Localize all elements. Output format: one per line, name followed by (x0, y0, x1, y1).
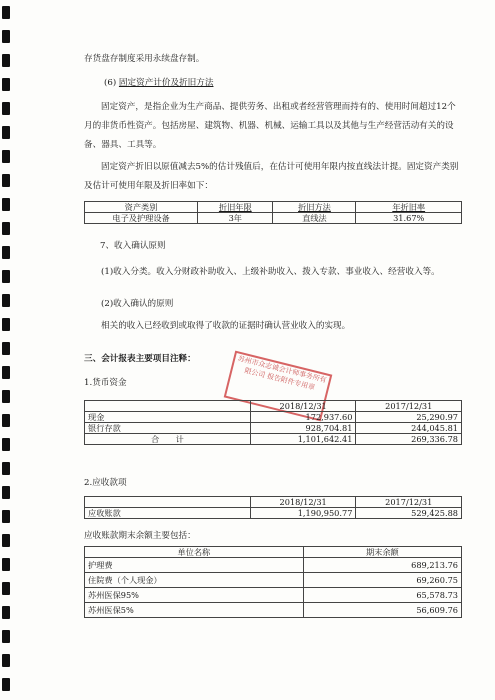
paragraph-depreciation: 固定资产折旧以原值减去5%的估计残值后，在估计可使用年限内按直线法计提。固定资产类别及估计可使用年限及折旧率如下： (84, 162, 459, 191)
binding-hole (2, 582, 10, 595)
binding-hole (2, 414, 10, 427)
cell-closing-balance: 69,260.75 (303, 573, 461, 588)
cell-closing-balance: 689,213.76 (303, 558, 461, 573)
cell-method: 直线法 (273, 213, 356, 224)
section-6-number: (6) (104, 78, 117, 88)
binding-hole (2, 438, 10, 451)
binding-hole (2, 486, 10, 499)
header-closing-balance: 期末余额 (303, 547, 461, 558)
binding-hole (2, 558, 10, 571)
section-6-heading (104, 78, 213, 89)
header-blank (85, 497, 251, 508)
table-header-row (85, 497, 462, 508)
paragraph-revenue-classification: (1)收入分类。收入分财政补助收入、上级补助收入、拨入专款、事业收入、经营收入等。 (101, 267, 440, 277)
table-header-row (85, 202, 462, 213)
binding-hole (2, 174, 10, 187)
cell-2017-value: 269,336.78 (356, 434, 462, 445)
cell-2018-value: 1,101,642.41 (250, 434, 356, 445)
table-row (85, 588, 462, 603)
cell-closing-balance: 56,609.76 (303, 603, 461, 618)
receivables-table (84, 496, 462, 519)
cell-2018-value: 928,704.81 (250, 423, 356, 434)
section-7-heading: 7、收入确认原则 (100, 241, 166, 251)
cash-section-title: 1.货币资金 (84, 378, 127, 388)
binding-hole (2, 630, 10, 643)
binding-hole (2, 246, 10, 259)
header-2018: 2018/12/31 (250, 497, 356, 508)
binding-hole (2, 654, 10, 667)
binding-hole (2, 270, 10, 283)
binding-hole (2, 54, 10, 67)
binding-hole (2, 366, 10, 379)
paragraph-fixed-assets: 固定资产，是指企业为生产商品、提供劳务、出租或者经营管理而持有的、使用时间超过12个月的非货币性资产。包括房屋、建筑物、机器、机械、运输工具以及其他与生产经营活动有关的设备、器具、工具等。 (84, 102, 456, 150)
cell-label: 银行存款 (85, 423, 251, 434)
binding-hole (2, 342, 10, 355)
table-header-row (85, 401, 462, 412)
cell-asset-type: 电子及护理设备 (85, 213, 198, 224)
paragraph-revenue-principle: 相关的收入已经收到或取得了收款的证据时确认营业收入的实现。 (101, 321, 351, 331)
cell-2018-value: 172,937.60 (250, 412, 356, 423)
table-row (85, 412, 462, 423)
header-2018: 2018/12/31 (250, 401, 356, 412)
binding-strip (0, 0, 10, 700)
binding-hole (2, 30, 10, 43)
cell-years: 3年 (198, 213, 273, 224)
binding-hole (2, 318, 10, 331)
header-2017: 2017/12/31 (356, 401, 462, 412)
header-blank (85, 401, 251, 412)
depreciation-table (84, 201, 462, 224)
ar-detail-note: 应收账款期末余额主要包括： (84, 531, 196, 541)
header-asset-type: 资产类别 (85, 202, 198, 213)
cell-label: 应收账款 (85, 508, 251, 519)
binding-hole (2, 678, 10, 691)
cell-label: 现金 (85, 412, 251, 423)
binding-hole (2, 150, 10, 163)
table-row (85, 558, 462, 573)
binding-hole (2, 294, 10, 307)
cell-closing-balance: 65,578.73 (303, 588, 461, 603)
table-row (85, 423, 462, 434)
header-2017: 2017/12/31 (356, 497, 462, 508)
binding-hole (2, 222, 10, 235)
cash-table (84, 400, 462, 445)
header-rate: 年折旧率 (356, 202, 462, 213)
binding-hole (2, 534, 10, 547)
ar-detail-table (84, 546, 462, 618)
cell-entity-name: 护理费 (85, 558, 304, 573)
paragraph-inventory-tail: 存货盘存制度采用永续盘存制。 (84, 54, 205, 64)
section-3-heading: 三、会计报表主要项目注释： (84, 354, 196, 364)
binding-hole (2, 510, 10, 523)
cell-entity-name: 住院费（个人现金） (85, 573, 304, 588)
section-6-title: 固定资产计价及折旧方法 (118, 78, 214, 88)
cell-entity-name: 苏州医保95% (85, 588, 304, 603)
binding-hole (2, 462, 10, 475)
table-row (85, 434, 462, 445)
revenue-principle-heading: (2)收入确认的原则 (101, 299, 174, 309)
binding-hole (2, 126, 10, 139)
ar-section-title: 2.应收款项 (84, 478, 127, 488)
binding-hole (2, 390, 10, 403)
table-row (85, 573, 462, 588)
table-header-row (85, 547, 462, 558)
table-row (85, 508, 462, 519)
cell-2017-value: 25,290.97 (356, 412, 462, 423)
table-row (85, 213, 462, 224)
header-entity-name: 单位名称 (85, 547, 304, 558)
binding-hole (2, 606, 10, 619)
cell-entity-name: 苏州医保5% (85, 603, 304, 618)
cell-2018-value: 1,190,950.77 (250, 508, 356, 519)
cell-rate: 31.67% (356, 213, 462, 224)
stamp-text: 苏州市众志诚会计师事务所有限公司 报告附件专用章 (236, 354, 328, 392)
binding-hole (2, 6, 10, 19)
binding-hole (2, 78, 10, 91)
header-method: 折旧方法 (273, 202, 356, 213)
cell-label: 合 计 (85, 434, 251, 445)
cell-2017-value: 529,425.88 (356, 508, 462, 519)
table-row (85, 603, 462, 618)
binding-hole (2, 198, 10, 211)
cell-2017-value: 244,045.81 (356, 423, 462, 434)
binding-hole (2, 102, 10, 115)
header-years: 折旧年限 (198, 202, 273, 213)
